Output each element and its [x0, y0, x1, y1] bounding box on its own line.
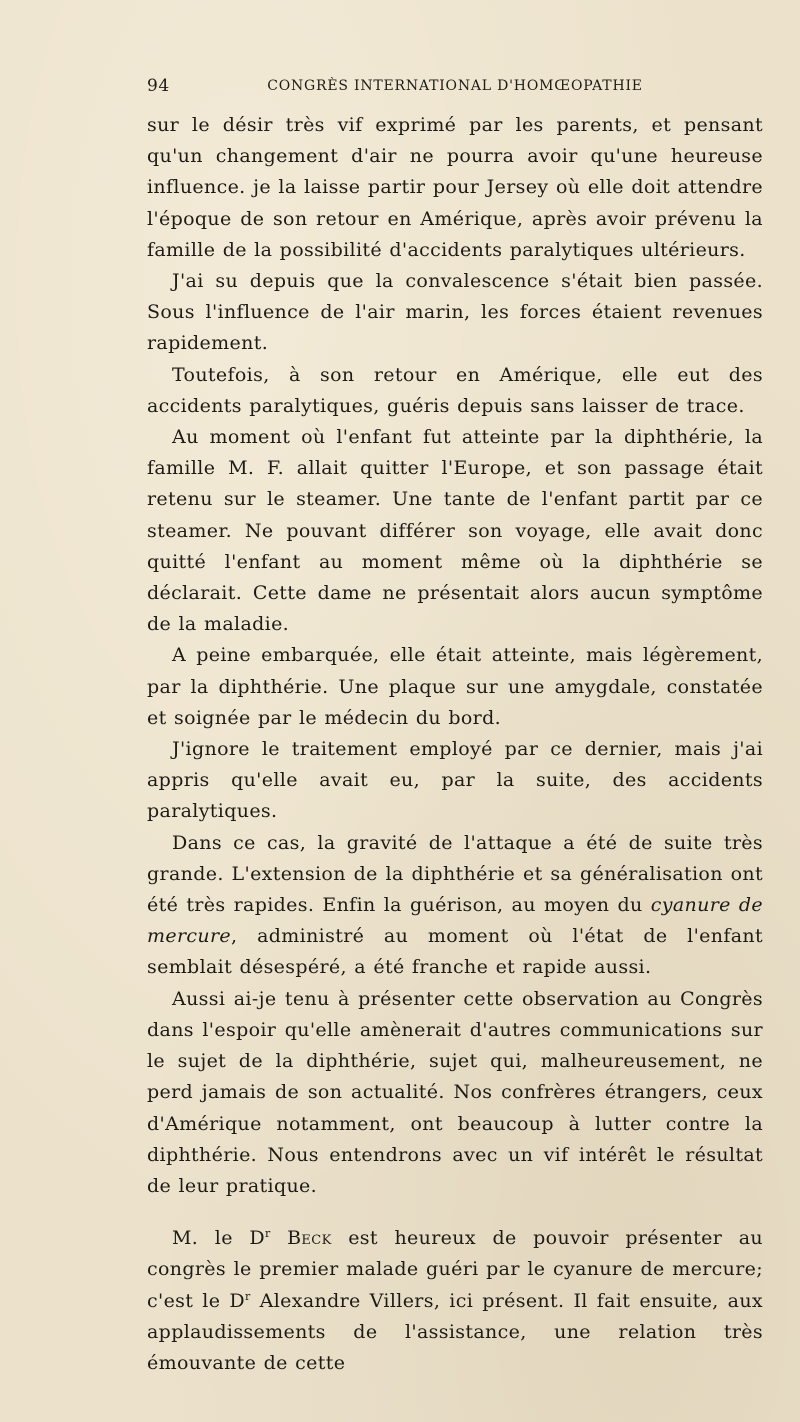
paragraph: J'ai su depuis que la convalescence s'était bien passée. Sous l'influence de l'air marin, les forces étaient revenues rapidement.	[147, 270, 763, 355]
paragraph-text: M. le D	[172, 1227, 265, 1250]
paragraph: Aussi ai-je tenu à présenter cette observation au Congrès dans l'espoir qu'elle amènerait d'autres communications sur le sujet de la diphthérie, sujet qui, malheureusement, ne perd jamais de son actualité. Nos confrères étrangers, ceux d'Amérique notamment, ont beaucoup à lutter contre la diphthérie. Nous entendrons avec un vif intérêt le résultat de leur pratique.	[147, 987, 763, 1197]
paragraph: sur le désir très vif exprimé par les parents, et pensant qu'un changement d'air ne pourra avoir qu'une heureuse influence. je la laisse partir pour Jersey où elle doit attendre l'époque de son retour en Amérique, après avoir prévenu la famille de la possibilité d'accidents paralytiques ultérieurs.	[147, 114, 763, 261]
paragraph-text: Dans ce cas, la gravité de l'attaque a été de suite très grande. L'extension de la diphthérie et sa généralisation ont été très rapides. Enfin la guérison, au moyen du	[147, 831, 763, 917]
body-text	[147, 110, 763, 1379]
paragraph: J'ignore le traitement employé par ce dernier, mais j'ai appris qu'elle avait eu, par la suite, des accidents paralytiques.	[147, 738, 763, 823]
paragraph-text: , administré au moment où l'état de l'enfant semblait désespéré, a été franche et rapide aussi.	[147, 925, 763, 979]
closing-paragraph	[147, 1223, 763, 1379]
speaker-name: Beck	[287, 1227, 332, 1250]
superscript: r	[264, 1227, 271, 1241]
page-header	[147, 74, 763, 102]
section-gap	[147, 1202, 763, 1223]
page-number: 94	[147, 76, 170, 96]
superscript: r	[244, 1289, 251, 1303]
running-title: CONGRÈS INTERNATIONAL D'HOMŒOPATHIE	[267, 78, 643, 94]
paragraph	[147, 828, 763, 984]
book-page	[147, 74, 763, 1379]
paragraph: Au moment où l'enfant fut atteinte par la diphthérie, la famille M. F. allait quitter l'Europe, et son passage était retenu sur le steamer. Une tante de l'enfant partit par ce steamer. Ne pouvant différer son voyage, elle avait donc quitté l'enfant au moment même où la diphthérie se déclarait. Cette dame ne présentait alors aucun symptôme de la maladie.	[147, 426, 763, 636]
paragraph-text: Alexandre Villers, ici présent. Il fait ensuite, aux applaudissements de l'assistance, une relation très émouvante de cette	[147, 1289, 763, 1374]
paragraph: Toutefois, à son retour en Amérique, elle eut des accidents paralytiques, guéris depuis sans laisser de trace.	[147, 363, 763, 417]
paragraph: A peine embarquée, elle était atteinte, mais légèrement, par la diphthérie. Une plaque sur une amygdale, constatée et soignée par le médecin du bord.	[147, 644, 763, 729]
italic-term: cyanure de mercure	[147, 894, 763, 948]
paragraph-text: est heureux de pouvoir présenter au congrès le premier malade guéri par le cyanure de mercure; c'est le D	[147, 1227, 764, 1312]
